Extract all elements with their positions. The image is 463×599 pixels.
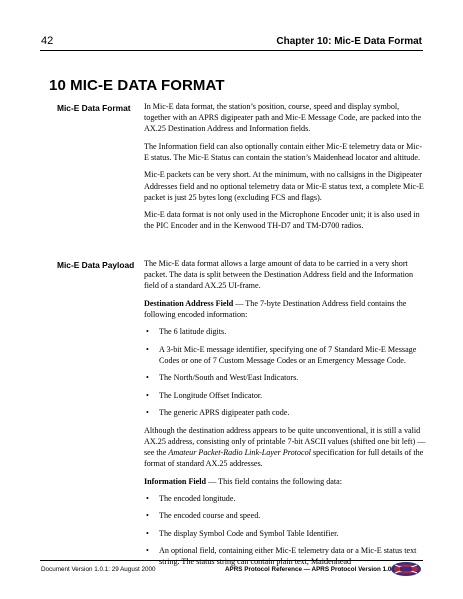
list-item: • The generic APRS digipeater path code. (146, 408, 290, 418)
side-label-mic-e-data-payload: Mic-E Data Payload (57, 260, 135, 270)
bullet-icon: • (146, 390, 149, 400)
bullet-icon: • (146, 546, 149, 556)
paragraph: The Information field can also optionally contain either Mic-E telemetry data or Mic-E status. The Mic-E Status can contain the station’s Maidenhead locator and altitude. (144, 141, 422, 162)
paragraph: Mic-E data format is not only used in the Microphone Encoder unit; it is also used in the PIC Encoder and in the Kenwood TH-D7 and TM-D700 radios. (144, 210, 420, 231)
list-item: • An optional field, containing either Mic-E telemetry data or a Mic-E status text string. The status string can contain plain text, Maidenhead (146, 546, 417, 567)
footer-rule (40, 560, 423, 561)
list-item: • The encoded longitude. (146, 493, 236, 503)
footer-document-version: Document Version 1.0.1: 29 August 2000 (41, 566, 156, 573)
information-bullet-list (144, 493, 426, 568)
running-header-title: Chapter 10: Mic-E Data Format (276, 36, 422, 47)
tapr-logo-icon (390, 561, 422, 577)
bullet-icon: • (146, 344, 149, 354)
paragraph-information-field: Information Field — This field contains the following data: (144, 476, 342, 486)
paragraph: The Mic-E data format allows a large amount of data to be carried in a very short packet. The data is split between the Destination Address field and the Information field of a standard AX.25 UI-frame. (144, 259, 414, 291)
paragraph: Although the destination address appears to be quite unconventional, it is still a valid AX.25 address, consisting only of printable 7-bit ASCII values (shifted one bit left) — see the Amateur Packet-Radio Link-Layer Protocol specification for full details of the format of standard AX.25 addresses. (144, 425, 426, 469)
destination-address-heading: Destination Address Field (144, 298, 234, 308)
paragraph: In Mic-E data format, the station’s position, course, speed and display symbol, together with an APRS digipeater path and Mic-E Message Code, are packed into the AX.25 Destination Address and Information fields. (144, 102, 422, 134)
header-rule (40, 50, 423, 51)
bullet-icon: • (146, 511, 149, 521)
spec-title: Amateur Packet-Radio Link-Layer Protocol (168, 447, 311, 457)
footer-reference-title: APRS Protocol Reference — APRS Protocol Version 1.0 (225, 566, 392, 573)
bullet-icon: • (146, 373, 149, 383)
bullet-icon: • (146, 327, 149, 337)
list-item: • A 3-bit Mic-E message identifier, specifying one of 7 Standard Mic-E Message Codes or one of 7 Custom Message Codes or an Emergency Message Code. (146, 344, 417, 365)
side-label-mic-e-data-format: Mic-E Data Format (57, 103, 131, 113)
section-mic-e-data-format (144, 101, 426, 238)
list-item: • The North/South and West/East Indicators. (146, 373, 299, 383)
page-number: 42 (41, 35, 54, 47)
information-field-heading: Information Field (144, 476, 207, 486)
chapter-heading: 10 MIC-E DATA FORMAT (49, 77, 225, 94)
destination-bullet-list (144, 326, 426, 418)
list-item: • The 6 latitude digits. (146, 327, 227, 337)
bullet-icon: • (146, 493, 149, 503)
section-mic-e-data-payload (144, 258, 426, 574)
list-item: • The encoded course and speed. (146, 511, 261, 521)
paragraph: Mic-E packets can be very short. At the minimum, with no callsigns in the Digipeater Addresses field and no optional telemetry data or Mic-E status text, a complete Mic-E packet is just 25 bytes long (excluding FCS and flags). (144, 170, 424, 202)
bullet-icon: • (146, 528, 149, 538)
bullet-icon: • (146, 408, 149, 418)
list-item: • The Longitude Offset Indicator. (146, 390, 263, 400)
paragraph-destination-address: Destination Address Field — The 7-byte Destination Address field contains the following encoded information: (144, 298, 407, 319)
list-item: • The display Symbol Code and Symbol Table Identifier. (146, 528, 339, 538)
logo-band (400, 567, 412, 571)
